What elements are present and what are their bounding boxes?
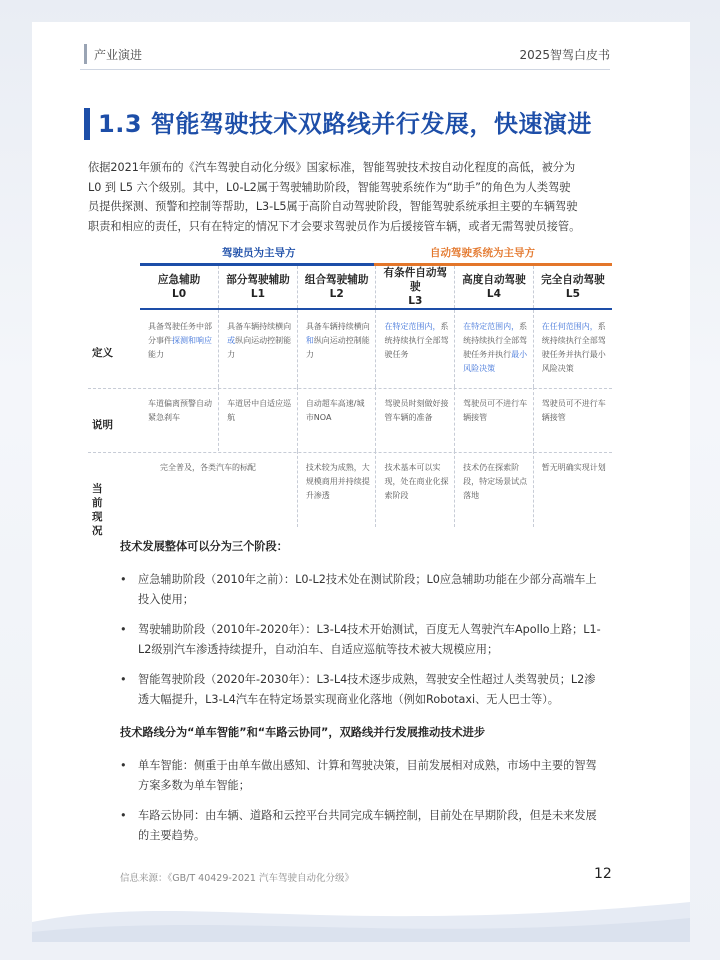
table-cell: 技术仍在探索阶段，特定场景试点落地 (455, 451, 534, 527)
table-row-definition (140, 309, 612, 387)
table-cell: 技术较为成熟，大规模商用并持续提升渗透 (297, 451, 376, 527)
row-label-definition: 定义 (92, 347, 113, 359)
title-accent-bar (84, 108, 90, 140)
table-cell: 暂无明确实现计划 (533, 451, 612, 527)
table-row-status (140, 451, 612, 527)
list-item: • 应急辅助阶段（2010年之前）：L0-L2技术处在测试阶段；L0应急辅助功能在少部分高端车上投入使用； (120, 573, 597, 606)
table-cell: 驾驶员可不进行车辆接管 (533, 387, 612, 451)
running-header (80, 44, 610, 70)
intro-line: 职责和相应的责任，只有在特定的情况下才会要求驾驶员作为后援接管车辆，或者无需驾驶员接管。 (88, 219, 581, 233)
routes-heading: 技术路线分为“单车智能”和“车路云协同”，双路线并行发展推动技术进步 (120, 726, 486, 739)
list-item: • 车路云协同：由车辆、道路和云控平台共同完成车辆控制，目前处在早期阶段，但是未来发展的主要趋势。 (120, 809, 597, 842)
intro-line: 员提供探测、预警和控制等帮助，L3-L5属于高阶自动驾驶阶段，智能驾驶系统承担主要的车辆驾驶 (88, 200, 578, 213)
table-row-explain (140, 387, 612, 451)
level-header-l0: 应急辅助 L0 (140, 266, 219, 309)
level-header-l1: 部分驾驶辅助 L1 (219, 266, 298, 309)
page-title: 1.3 智能驾驶技术双路线并行发展，快速演进 (98, 110, 592, 138)
table-cell: 驾驶员可不进行车辆接管 (455, 387, 534, 451)
list-item: • 智能驾驶阶段（2020年-2030年）：L3-L4技术逐步成熟，驾驶安全性超过人类驾驶员；L2渗透大幅提升，L3-L4汽车在特定场景实现商业化落地（例如Robotaxi、无人巴士等）。 (120, 673, 596, 706)
table-cell: 在特定范围内，系统持续执行全部驾驶任务并执行最小风险决策 (455, 309, 534, 387)
intro-line: L0 到 L5 六个级别。其中，L0-L2属于驾驶辅助阶段，智能驾驶系统作为“助手”的角色为人类驾驶 (88, 180, 571, 194)
header-section: 产业演进 (94, 48, 143, 62)
intro-paragraph (88, 158, 608, 236)
header-book-title: 2025智驾白皮书 (519, 48, 610, 62)
table-cell: 具备车辆持续横向和纵向运动控制能力 (297, 309, 376, 387)
table-cell: 车道偏离预警自动紧急刹车 (148, 399, 212, 422)
bottom-wave-decoration (32, 882, 690, 942)
header-accent-bar (84, 44, 87, 64)
level-header-l4: 高度自动驾驶 L4 (455, 266, 534, 309)
table-cell: 在特定范围内，系统持续执行全部驾驶任务 (376, 309, 455, 387)
table-cell: 技术基本可以实现，处在商业化探索阶段 (376, 451, 455, 527)
table-cell: 驾驶员时刻做好接管车辆的准备 (376, 387, 455, 451)
table-cell: 在任何范围内，系统持续执行全部驾驶任务并执行最小风险决策 (533, 309, 612, 387)
row-label-explain: 说明 (92, 419, 113, 431)
table-cell: 具备车辆持续横向或纵向运动控制能力 (219, 309, 298, 387)
level-header-l5: 完全自动驾驶 L5 (533, 266, 612, 309)
source-note: 信息来源：《GB/T 40429-2021 汽车驾驶自动化分级》 (120, 873, 354, 884)
intro-line: 依据2021年颁布的《汽车驾驶自动化分级》国家标准，智能驾驶技术按自动化程度的高低，被分为 (88, 161, 576, 174)
table-cell: 自动超车高速/城市NOA (297, 387, 376, 451)
stages-heading: 技术发展整体可以分为三个阶段： (120, 540, 288, 553)
table-cell: 完全普及，各类汽车的标配 (160, 463, 256, 472)
group-label-human: 驾驶员为主导方 (222, 247, 296, 259)
table-header-row (140, 266, 612, 309)
level-header-l2: 组合驾驶辅助 L2 (297, 266, 376, 309)
list-item: • 单车智能：侧重于由单车做出感知、计算和驾驶决策，目前发展相对成熟，市场中主要的智驾方案多数为单车智能； (120, 759, 597, 792)
table-cell: 车道居中自适应巡航 (219, 387, 298, 451)
table-cell: 具备驾驶任务中部分事件探测和响应能力 (148, 322, 212, 359)
level-header-l3: 有条件自动驾驶 L3 (376, 266, 455, 309)
group-label-system: 自动驾驶系统为主导方 (430, 247, 535, 259)
row-label-status: 当前现况 (92, 483, 103, 537)
list-item: • 驾驶辅助阶段（2010年-2020年）：L3-L4技术开始测试，百度无人驾驶汽车Apollo上路；L1-L2级别汽车渗透持续提升，自动泊车、自适应巡航等技术被大规模应用； (120, 623, 601, 656)
levels-table (140, 266, 612, 527)
page-number: 12 (594, 866, 612, 882)
